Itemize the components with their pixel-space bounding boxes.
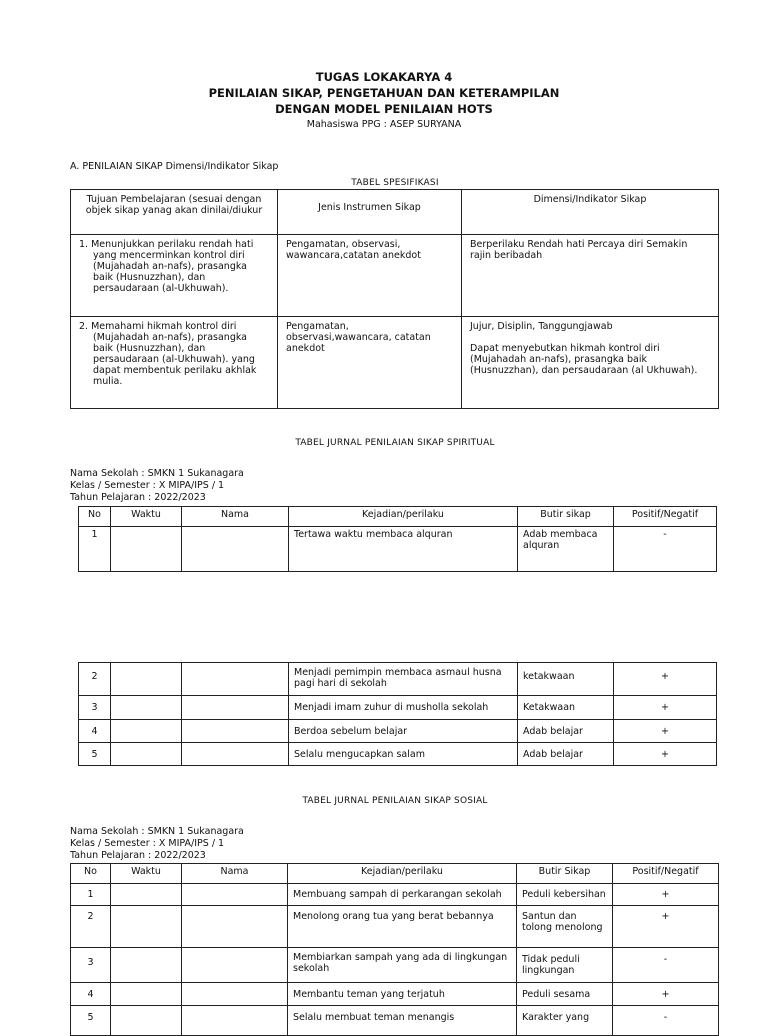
row-no: 1 <box>79 527 111 572</box>
col-no: No <box>71 864 111 884</box>
row-kejadian: Selalu mengucapkan salam <box>289 743 518 766</box>
row-no: 2 <box>79 663 111 696</box>
spec-row-num: 2. <box>79 321 89 332</box>
col-kejadian: Kejadian/perilaku <box>289 507 518 527</box>
table-row <box>79 663 717 696</box>
sosial-class: Kelas / Semester : X MIPA/IPS / 1 <box>70 838 225 849</box>
row-nama <box>182 884 288 906</box>
sosial-table <box>70 863 719 1036</box>
row-butir: Adab belajar <box>518 743 614 766</box>
row-waktu <box>111 906 182 948</box>
table-row <box>71 884 719 906</box>
table-row <box>71 1006 719 1036</box>
row-butir: Tidak peduli lingkungan <box>517 948 613 983</box>
col-waktu: Waktu <box>111 864 182 884</box>
col-waktu: Waktu <box>111 507 182 527</box>
row-butir: Ketakwaan <box>518 696 614 720</box>
row-nilai: + <box>614 720 717 743</box>
col-nama: Nama <box>182 507 289 527</box>
row-kejadian: Membuang sampah di perkarangan sekolah <box>288 884 517 906</box>
row-waktu <box>111 884 182 906</box>
row-kejadian: Membiarkan sampah yang ada di lingkungan sekolah <box>288 948 517 983</box>
row-nama <box>182 1006 288 1036</box>
row-waktu <box>111 527 182 572</box>
row-no: 5 <box>71 1006 111 1036</box>
table-row <box>71 983 719 1006</box>
row-waktu <box>111 1006 182 1036</box>
sosial-title: TABEL JURNAL PENILAIAN SIKAP SOSIAL <box>302 796 488 806</box>
row-nilai: + <box>613 906 719 948</box>
row-butir: Peduli kebersihan <box>517 884 613 906</box>
table-row <box>79 527 717 572</box>
spiritual-year: Tahun Pelajaran : 2022/2023 <box>70 492 206 503</box>
row-butir: Peduli sesama <box>517 983 613 1006</box>
row-waktu <box>111 743 182 766</box>
row-kejadian: Selalu membuat teman menangis <box>288 1006 517 1036</box>
doc-author: Mahasiswa PPG : ASEP SURYANA <box>306 119 462 130</box>
row-no: 2 <box>71 906 111 948</box>
spec-tujuan-text: Menunjukkan perilaku rendah hati yang mencerminkan kontrol diri (Mujahadah an-nafs), prasangka baik (Husnuzzhan), dan persaudaraan (al-Ukhuwah). <box>91 239 254 294</box>
row-no: 5 <box>79 743 111 766</box>
row-kejadian: Menjadi pemimpin membaca asmaul husna pagi hari di sekolah <box>289 663 518 696</box>
table-row <box>79 696 717 720</box>
table-row <box>71 948 719 983</box>
spec-dimensi-text: Jujur, Disiplin, Tanggungjawab <box>470 321 613 332</box>
spiritual-table-part2 <box>78 662 717 766</box>
row-kejadian: Menolong orang tua yang berat bebannya <box>288 906 517 948</box>
row-butir: Santun dan tolong menolong <box>517 906 613 948</box>
row-nilai: + <box>613 983 719 1006</box>
spec-col-tujuan: Tujuan Pembelajaran (sesuai dengan objek sikap yanag akan dinilai/diukur <box>71 190 278 235</box>
row-nama <box>182 983 288 1006</box>
spec-row <box>71 235 719 317</box>
row-butir: Adab belajar <box>518 720 614 743</box>
doc-title-line1: TUGAS LOKAKARYA 4 <box>315 70 453 84</box>
spec-dimensi-cell <box>462 235 719 317</box>
col-butir: Butir sikap <box>518 507 614 527</box>
row-nilai: - <box>613 948 719 983</box>
spec-dimensi-cell <box>462 317 719 409</box>
spec-row-num: 1. <box>79 239 89 250</box>
doc-title-line3: DENGAN MODEL PENILAIAN HOTS <box>275 102 493 116</box>
row-nama <box>182 527 289 572</box>
row-butir: Adab membaca alquran <box>518 527 614 572</box>
row-nilai: + <box>613 884 719 906</box>
row-waktu <box>111 696 182 720</box>
spec-dimensi-text: Berperilaku Rendah hati Percaya diri Semakin rajin beribadah <box>470 239 688 261</box>
row-nama <box>182 663 289 696</box>
row-nama <box>182 720 289 743</box>
spiritual-class: Kelas / Semester : X MIPA/IPS / 1 <box>70 480 225 491</box>
col-nilai: Positif/Negatif <box>614 507 717 527</box>
col-nama: Nama <box>182 864 288 884</box>
spiritual-school: Nama Sekolah : SMKN 1 Sukanagara <box>70 468 244 479</box>
row-no: 4 <box>79 720 111 743</box>
row-kejadian: Menjadi imam zuhur di musholla sekolah <box>289 696 518 720</box>
row-waktu <box>111 983 182 1006</box>
spec-tujuan-cell <box>71 235 278 317</box>
row-no: 1 <box>71 884 111 906</box>
spec-col-dimensi: Dimensi/Indikator Sikap <box>462 190 719 235</box>
section-a-heading: A. PENILAIAN SIKAP Dimensi/Indikator Sikap <box>70 161 279 172</box>
row-nama <box>182 743 289 766</box>
row-waktu <box>111 948 182 983</box>
spiritual-table-part1 <box>78 506 717 572</box>
spec-row <box>71 317 719 409</box>
spec-tujuan-cell <box>71 317 278 409</box>
table-row <box>71 906 719 948</box>
col-nilai: Positif/Negatif <box>613 864 719 884</box>
row-nama <box>182 948 288 983</box>
row-waktu <box>111 663 182 696</box>
spec-table <box>70 189 719 409</box>
row-nama <box>182 696 289 720</box>
col-no: No <box>79 507 111 527</box>
spec-tujuan-text: Memahami hikmah kontrol diri (Mujahadah an-nafs), prasangka baik (Husnuzzhan), dan persaudaraan (al-Ukhuwah). yang dapat membentuk perilaku akhlak mulia. <box>91 321 257 387</box>
doc-title-line2: PENILAIAN SIKAP, PENGETAHUAN DAN KETERAMPILAN <box>208 86 560 100</box>
row-nilai: - <box>613 1006 719 1036</box>
spiritual-title: TABEL JURNAL PENILAIAN SIKAP SPIRITUAL <box>295 438 495 448</box>
row-nilai: - <box>614 527 717 572</box>
row-kejadian: Berdoa sebelum belajar <box>289 720 518 743</box>
row-nilai: + <box>614 696 717 720</box>
row-kejadian: Tertawa waktu membaca alquran <box>289 527 518 572</box>
row-nilai: + <box>614 743 717 766</box>
row-no: 4 <box>71 983 111 1006</box>
sosial-year: Tahun Pelajaran : 2022/2023 <box>70 850 206 861</box>
spec-instrumen-cell: Pengamatan, observasi,wawancara, catatan anekdot <box>278 317 462 409</box>
row-nilai: + <box>614 663 717 696</box>
table-row <box>79 720 717 743</box>
row-no: 3 <box>71 948 111 983</box>
row-nama <box>182 906 288 948</box>
col-butir: Butir Sikap <box>517 864 613 884</box>
col-kejadian: Kejadian/perilaku <box>288 864 517 884</box>
table-row <box>79 743 717 766</box>
row-butir: ketakwaan <box>518 663 614 696</box>
sosial-school: Nama Sekolah : SMKN 1 Sukanagara <box>70 826 244 837</box>
spec-table-title: TABEL SPESIFIKASI <box>351 178 439 188</box>
spec-dimensi-text-extra: Dapat menyebutkan hikmah kontrol diri (Mujahadah an-nafs), prasangka baik (Husnuzzhan), dan persaudaraan (al Ukhuwah). <box>470 343 698 376</box>
row-butir: Karakter yang <box>517 1006 613 1036</box>
spec-col-instrumen: Jenis Instrumen Sikap <box>278 190 462 235</box>
spec-instrumen-cell: Pengamatan, observasi, wawancara,catatan anekdot <box>278 235 462 317</box>
row-no: 3 <box>79 696 111 720</box>
row-waktu <box>111 720 182 743</box>
row-kejadian: Membantu teman yang terjatuh <box>288 983 517 1006</box>
